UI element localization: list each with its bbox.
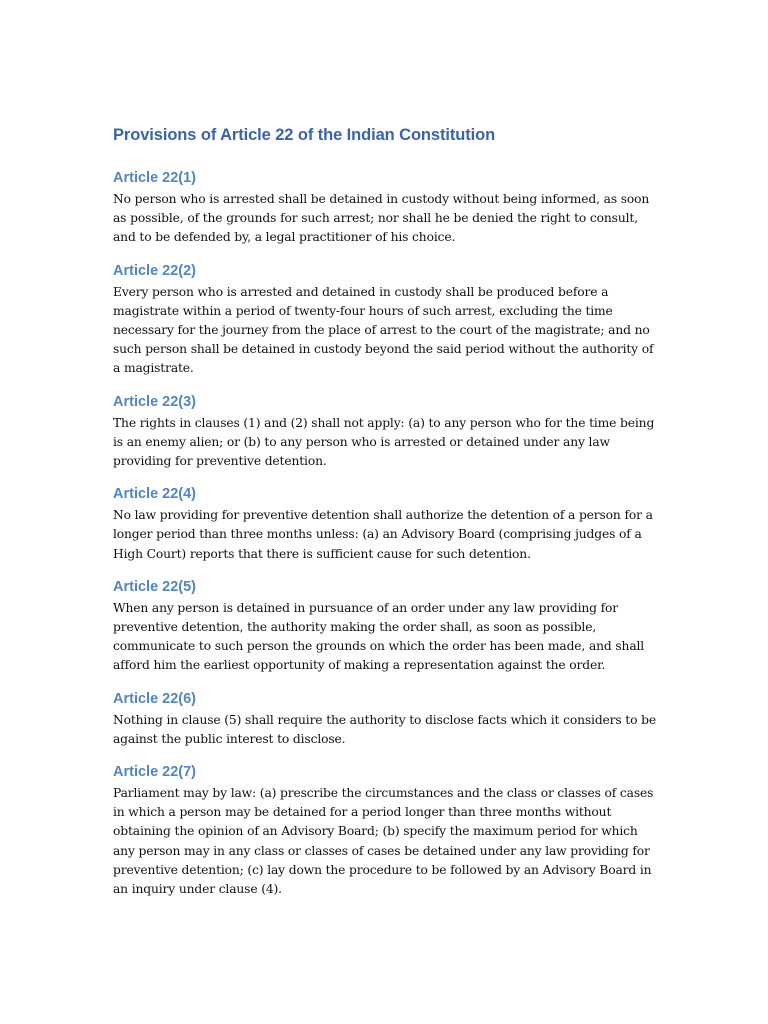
section-heading: Article 22(1) [113,170,197,186]
section-body: Every person who is arrested and detained in custody shall be produced before a magistrate within a period of twenty-four hours of such arrest, excluding the time necessary for the journey from the place of arrest to the court of the magistrate; and no such person shall be detained in custody beyond the said period without the authority of a magistrate. [113,284,654,376]
section-body: No law providing for preventive detention shall authorize the detention of a person for a longer period than three months unless: (a) an Advisory Board (comprising judges of a High Court) reports that there is sufficient cause for such detention. [113,508,653,561]
document-page [113,121,658,912]
section-article-22-1 [113,168,658,248]
document-title: Provisions of Article 22 of the Indian Constitution [113,126,496,144]
section-article-22-5 [113,577,658,676]
section-article-22-3 [113,392,658,472]
section-heading: Article 22(7) [113,764,197,781]
section-article-22-2 [113,261,658,379]
section-heading: Article 22(5) [113,578,197,595]
section-article-22-7 [113,762,658,899]
section-heading: Article 22(2) [113,262,197,279]
section-body: Nothing in clause (5) shall require the authority to disclose facts which it considers to be against the public interest to disclose. [113,712,656,746]
section-body: No person who is arrested shall be detained in custody without being informed, as soon as possible, of the grounds for such arrest; nor shall he be denied the right to consult, and to be defended by, a legal practitioner of his choice. [113,192,650,245]
section-body: The rights in clauses (1) and (2) shall not apply: (a) to any person who for the time being is an enemy alien; or (b) to any person who is arrested or detained under any law providing for preventive detention. [113,415,655,469]
section-article-22-6 [113,689,658,749]
section-body: When any person is detained in pursuance of an order under any law providing for preventive detention, the authority making the order shall, as soon as possible, communicate to such person the grounds on which the order has been made, and shall afford him the earliest opportunity of making a representation against the order. [113,600,645,673]
section-body: Parliament may by law: (a) prescribe the circumstances and the class or classes of cases in which a person may be detained for a period longer than three months without obtaining the opinion of an Advisory Board; (b) specify the maximum period for which any person may in any class or classes of cases be detained under any law providing for preventive detention; (c) lay down the procedure to be followed by an Advisory Board in an inquiry under clause (4). [113,786,654,897]
section-heading: Article 22(3) [113,393,197,410]
section-article-22-4 [113,484,658,564]
section-heading: Article 22(6) [113,690,197,707]
section-heading: Article 22(4) [113,486,197,503]
